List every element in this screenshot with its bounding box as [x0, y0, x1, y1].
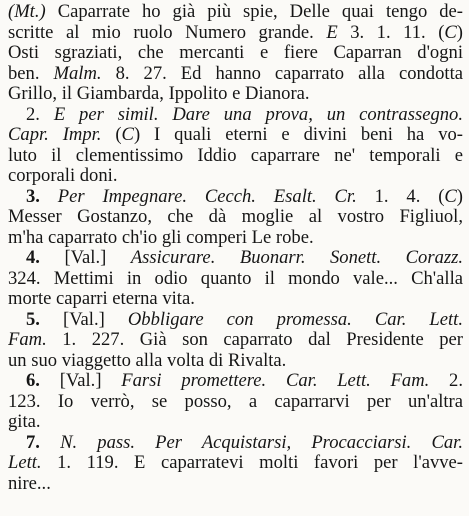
text-segment: 8. 27. Ed hanno caparrato alla condotta: [101, 63, 463, 84]
text-segment: morte caparri eterna vita.: [8, 289, 195, 309]
text-segment: (: [101, 125, 122, 145]
text-line: [8, 330, 463, 351]
text-segment: 2.: [26, 104, 54, 125]
text-segment: 1. 227. Già son caparrato dal Presidente per: [46, 330, 463, 350]
text-line: [8, 125, 463, 146]
text-segment: 6.: [26, 371, 60, 391]
text-segment: Lett.: [8, 453, 42, 473]
text-line: [8, 64, 463, 85]
text-line: [8, 392, 463, 413]
dictionary-entry-7: [8, 433, 463, 495]
text-line: [8, 474, 463, 495]
text-line: [8, 43, 463, 64]
text-segment: 3. 1. 11. (: [337, 22, 445, 43]
text-segment: 324. Mettimi in odio quanto il mondo vale... Ch'alla: [8, 268, 463, 289]
dictionary-entries: [8, 2, 463, 494]
text-segment: ): [456, 186, 463, 207]
text-segment: [Val.]: [64, 248, 131, 268]
text-segment: [Val.]: [59, 371, 122, 391]
text-segment: [Val.]: [63, 309, 128, 330]
text-segment: un suo viaggetto alla volta di Rivalta.: [8, 350, 287, 371]
text-segment: E per simil. Dare una prova, un contrassegno.: [53, 104, 463, 125]
text-line: [8, 187, 463, 208]
text-line: [8, 433, 463, 454]
dictionary-entry-6: [8, 371, 463, 433]
text-segment: corporali doni.: [8, 166, 118, 186]
text-segment: nire...: [8, 473, 51, 494]
text-segment: C: [444, 22, 457, 43]
text-line: [8, 146, 463, 167]
text-line: [8, 23, 463, 44]
text-line: [8, 166, 463, 187]
text-segment: luto il clementissimo Iddio caparrare ne' temporali e: [8, 145, 463, 166]
dictionary-entry-4: [8, 248, 463, 310]
text-segment: ): [456, 22, 463, 43]
text-segment: E: [326, 22, 338, 43]
text-line: [8, 228, 463, 249]
dictionary-entry-5: [8, 310, 463, 372]
text-segment: 2.: [429, 371, 463, 391]
dictionary-entry-1: [8, 2, 463, 105]
text-line: [8, 207, 463, 228]
text-line: [8, 371, 463, 392]
text-segment: gita.: [8, 412, 41, 432]
text-segment: scritte al mio ruolo Numero grande.: [8, 22, 327, 43]
text-line: [8, 248, 463, 269]
text-segment: Caparrate ho già più spie, Delle quai tengo de-: [45, 2, 463, 22]
text-segment: Messer Gostanzo, che dà moglie al vostro Figliuol,: [8, 207, 463, 227]
text-segment: 7.: [26, 432, 61, 453]
text-segment: ben.: [8, 63, 54, 84]
text-segment: Capr. Impr.: [8, 125, 102, 145]
text-line: [8, 289, 463, 310]
text-segment: N. pass. Per Acquistarsi, Procacciarsi. Car.: [60, 432, 463, 453]
text-segment: Farsi promettere. Car. Lett. Fam.: [121, 371, 430, 391]
text-line: [8, 105, 463, 126]
text-segment: Osti sgraziati, che mercanti e fiere Caparran d'ogni: [8, 43, 463, 63]
text-segment: 1. 119. E caparratevi molti favori per l'avve-: [41, 453, 463, 473]
text-line: [8, 453, 463, 474]
text-segment: 123. Io verrò, se posso, a caparrarvi per un'altra: [8, 391, 463, 412]
text-line: [8, 269, 463, 290]
text-segment: Grillo, il Giambarda, Ippolito e Dianora.: [8, 84, 310, 104]
text-segment: ) I quali eterni e divini beni ha vo-: [133, 125, 463, 145]
text-segment: Obbligare con promessa. Car. Lett.: [127, 309, 463, 330]
text-line: [8, 84, 463, 105]
text-segment: 4.: [26, 248, 65, 268]
text-line: [8, 412, 463, 433]
text-line: [8, 310, 463, 331]
text-segment: Assicurare. Buonarr. Sonett. Corazz.: [130, 248, 463, 268]
text-segment: 5.: [26, 309, 63, 330]
text-segment: Per Impegnare. Cecch. Esalt. Cr.: [57, 186, 357, 207]
text-segment: Fam.: [8, 330, 47, 350]
text-segment: C: [121, 125, 134, 145]
text-segment: C: [444, 186, 457, 207]
text-line: [8, 351, 463, 372]
text-segment: 3.: [26, 186, 58, 207]
text-segment: m'ha caparrato ch'io gli comperi Le robe.: [8, 227, 314, 248]
text-segment: (Mt.): [8, 2, 46, 22]
text-line: [8, 2, 463, 23]
text-segment: Malm.: [53, 63, 102, 84]
text-segment: 1. 4. (: [356, 186, 445, 207]
dictionary-entry-3: [8, 187, 463, 249]
dictionary-entry-2: [8, 105, 463, 187]
